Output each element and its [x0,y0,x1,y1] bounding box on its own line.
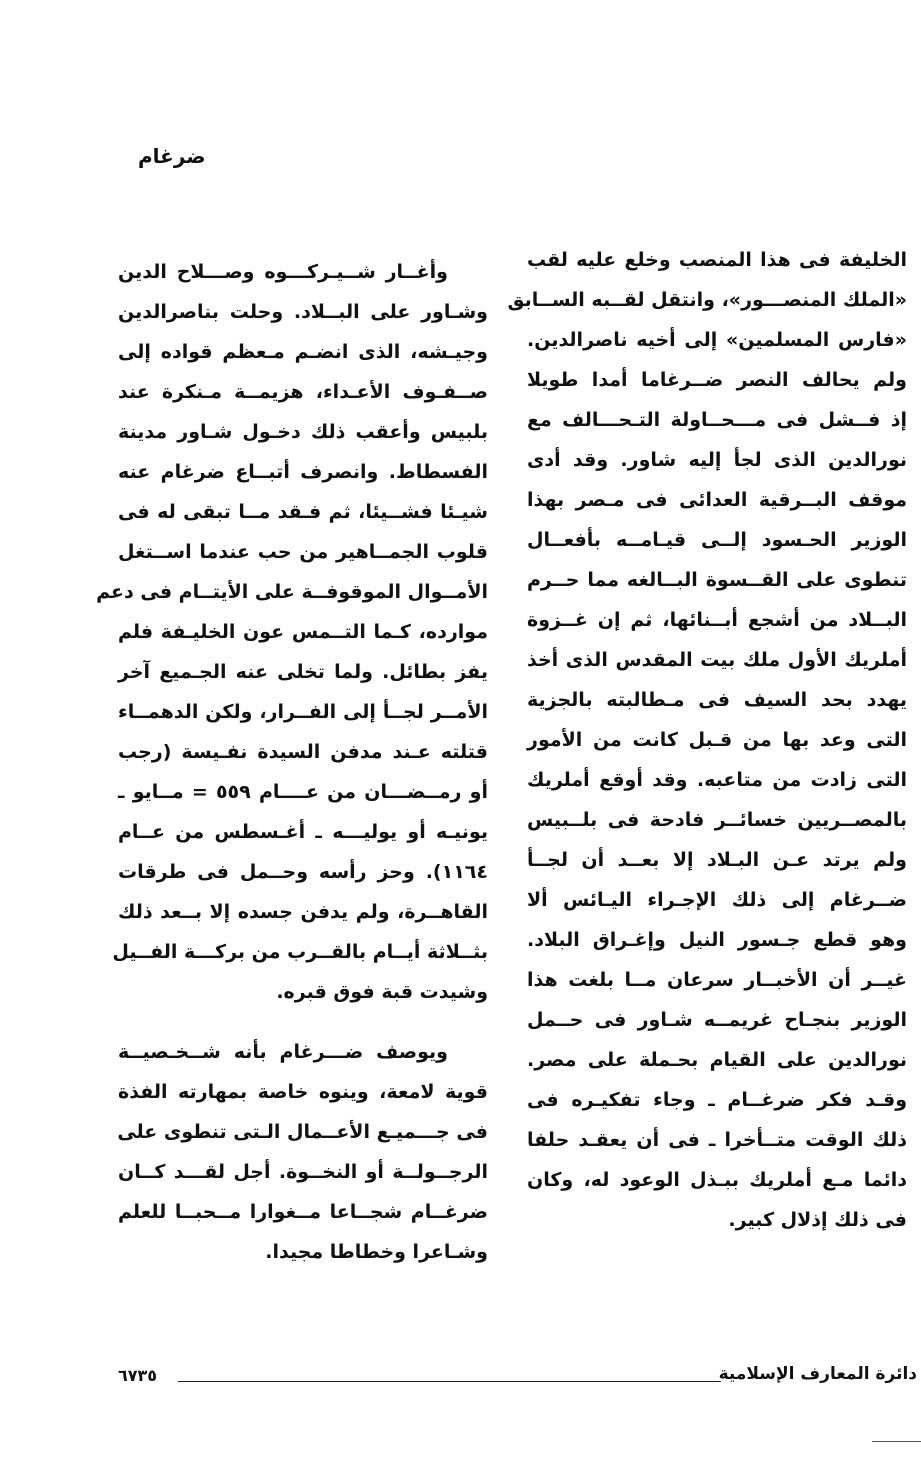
text-line: ضــرغام إلى ذلك الإجـراء اليـائس ألا [527,889,907,911]
text-line: ويوصف ضـــرغام بأنه شــخـصيــة [118,1041,448,1063]
page-number: ٦٧٣٥ [118,1366,158,1385]
text-line: يفز بطائل. ولما تخلى عنه الجـميع آخر [118,661,488,683]
text-line: «فارس المسلمين» إلى أخيه ناصرالدين. [527,329,907,351]
text-line: ضرغــام شجــاعا مــغوارا مــحبــا للعلم [118,1201,488,1223]
text-line: أو رمــضـــان من عــــام ٥٥٩ = مــايو ـ [118,781,488,803]
text-line: بالمصــريين خسائــر فادحة فى بلــبيس [527,809,907,831]
scan-edge-mark [872,1441,921,1442]
paragraph [118,1032,488,1272]
text-line: وأغــار شــيـركـــوه وصـــلاح الدين [118,261,448,283]
text-line: إذ فــشل فى مـــحــاولة التـحـــالف مع [527,409,907,431]
text-line: الأمــر لجــأ إلى الفــرار، ولكن الدهمــاء [118,701,488,723]
text-line: صــفـوف الأعـداء، هزيمــة مـنكرة عند [118,381,488,403]
text-line: الخليفة فى هذا المنصب وخلع عليه لقب [527,249,907,271]
text-line: وشـاعرا وخطاطا مجيدا. [265,1241,488,1263]
text-line: يهدد بحد السيف فى مـطالبته بالجزية [527,689,907,711]
text-line: وشـاور على البــلاد. وحلت بناصرالدين [118,301,488,323]
text-line: موقف البــرقية العدائى فى مـصر بهذا [527,489,907,511]
running-header: ضرغام [138,144,206,168]
text-line: وشيدت قبة فوق قبره. [276,981,488,1003]
text-line: الفسطاط. وانصرف أتبــاع ضرغام عنه [118,461,488,483]
paragraph [507,240,907,1240]
text-line: بلبيس وأعقب ذلك دخـول شـاور مدينة [118,421,488,443]
page-footer [118,1364,921,1396]
text-line: دائما مـع أملريك ببـذل الوعود له، وكان [527,1169,907,1191]
text-line: ذلك الوقت متــأخرا ـ فى أن يعقـد حلفا [527,1129,907,1151]
text-line: يونيـه أو يوليـــه ـ أغـسطس من عــام [118,821,488,843]
left-column [96,252,488,1272]
text-line: بثــلاثة أيــام بالقــرب من بركـــة الفــيل [112,941,488,963]
text-line: التى وعد بها من قـبل كانت من الأمور [527,729,907,751]
text-line: ولم يرتد عـن البـلاد إلا بعــد أن لجــأ [527,849,907,871]
text-line: القاهــرة، ولم يدفن جسده إلا بــعد ذلك [118,901,488,923]
text-line: ١١٦٤). وحز رأسه وحــمل فى طرقات [118,861,488,883]
text-line: ولم يحالف النصر ضــرغاما أمدا طويلا [527,369,907,391]
text-line: غيــر أن الأخبــار سرعان مــا بلغت هذا [527,969,907,991]
text-line: «الملك المنصـــور»، وانتقل لقــبه الســابق [507,289,907,311]
text-line: التى زادت من متاعبه. وقد أوقع أملريك [527,769,907,791]
text-line: تنطوى على القــسوة البــالغه مما حــرم [527,569,907,591]
text-line: فى ذلك إذلال كبير. [728,1209,907,1231]
text-line: قوية لامعة، وينوه خاصة بمهارته الفذة [118,1081,488,1103]
text-line: شيـئا فشــيئا، ثم فـقد مــا تبقى له فى [118,501,488,523]
text-line: وجيـشه، الذى انضـم مـعظم قواده إلى [118,341,488,363]
text-line: وقـد فكر ضرغــام ـ وجاء تفكيـره فى [527,1089,907,1111]
text-line: الرجــولــة أو النخــوة. أجل لقـــد كــان [118,1161,488,1183]
text-line: قلوب الجمــاهير من حب عندما اســتغل [118,541,488,563]
text-line: نورالدين على القيام بحـملة على مصر. [527,1049,907,1071]
footer-rule [178,1381,721,1382]
text-line: الوزير الحـسود إلــى قيـامــه بأفعــال [527,529,907,551]
text-line: وهو قطع جـسور النيل وإغـراق البلاد. [527,929,907,951]
right-column [507,240,907,1240]
text-line: موارده، كـما التــمس عون الخليـفة فلم [118,621,488,643]
footer-title: دائرة المعارف الإسلامية [718,1364,917,1384]
text-line: فى جـــميـع الأعــمال الـتى تنطوى على [117,1121,488,1143]
text-line: البــلاد من أشجع أبــنائها، ثم إن غــزوة [527,609,907,631]
text-line: نورالدين الذى لجأ إليه شاور. وقد أدى [527,449,907,471]
paragraph [96,252,488,1012]
text-line: قتلته عـند مدفن السيدة نفـيسة (رجب [118,741,488,763]
text-line: الأمــوال الموقوفــة على الأيتــام فى دعم [96,581,488,603]
text-line: الوزير بنجـاح غريمــه شـاور فى حــمل [527,1009,907,1031]
text-line: أملريك الأول ملك بيت المقدس الذى أخذ [527,649,907,671]
